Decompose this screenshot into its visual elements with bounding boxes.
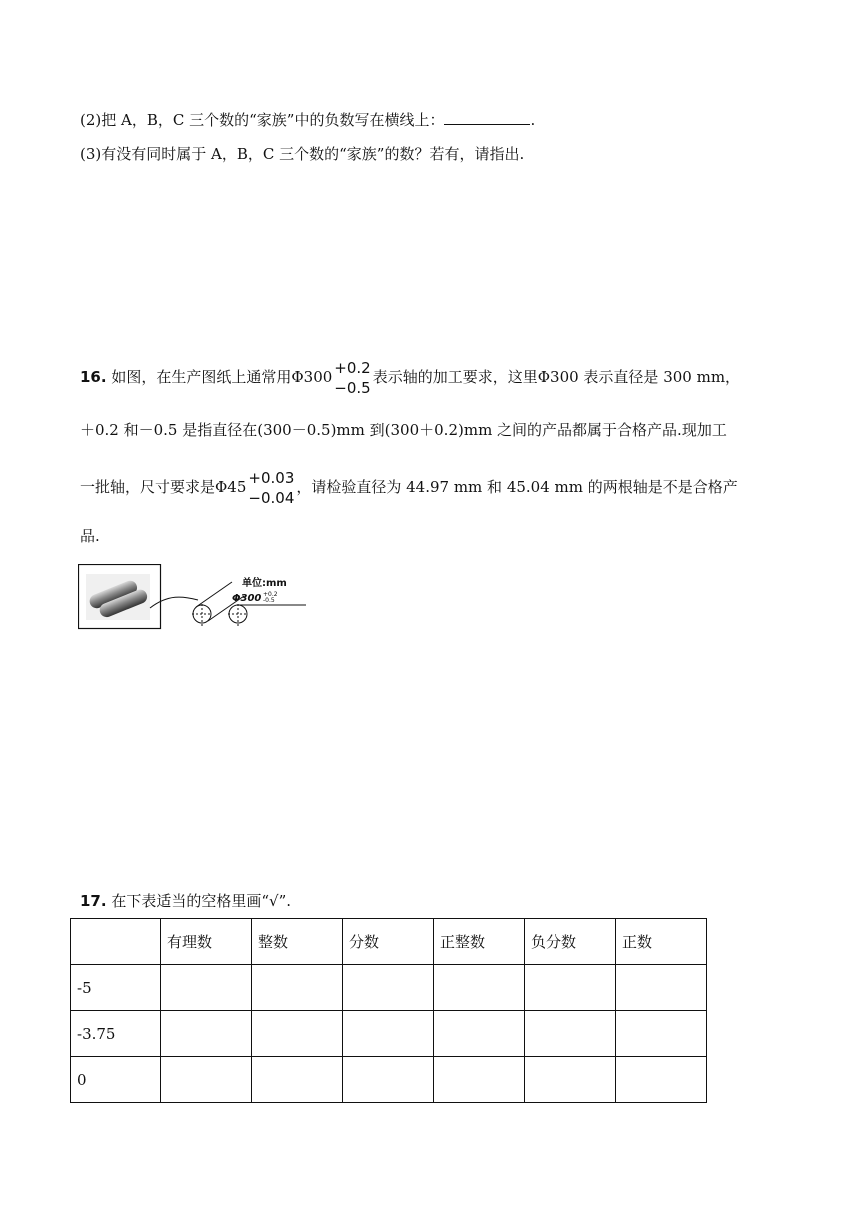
header-cell: 分数	[343, 919, 434, 965]
q16-text: 一批轴，尺寸要求是Φ45	[80, 478, 247, 496]
answer-cell[interactable]	[616, 1011, 707, 1057]
q17-heading	[80, 891, 291, 911]
q16-text: ，请检验直径为 44.97 mm 和 45.04 mm 的两根轴是不是合格产	[296, 478, 738, 496]
answer-cell[interactable]	[434, 1057, 525, 1103]
answer-cell[interactable]	[343, 1057, 434, 1103]
header-cell	[71, 919, 161, 965]
unit-label: 单位:mm	[242, 578, 287, 589]
tolerance-lower: −0.04	[248, 489, 295, 507]
row-label: 0	[71, 1057, 161, 1103]
answer-cell[interactable]	[252, 1057, 343, 1103]
tolerance-lower: −0.5	[334, 379, 371, 397]
classification-table	[70, 918, 707, 1103]
header-cell: 整数	[252, 919, 343, 965]
q15-part2	[80, 110, 535, 130]
answer-cell[interactable]	[434, 1011, 525, 1057]
spec-label: Φ300	[232, 593, 262, 604]
q15-part2-suffix: .	[530, 111, 536, 129]
answer-cell[interactable]	[343, 965, 434, 1011]
q15-part2-text: (2)把 A，B，C 三个数的“家族”中的负数写在横线上：	[80, 111, 445, 129]
tolerance-fraction	[248, 468, 294, 508]
table-row	[71, 965, 707, 1011]
question-number: 16.	[80, 368, 107, 386]
answer-cell[interactable]	[161, 1057, 252, 1103]
spec-tol-lower: -0.5	[263, 597, 275, 604]
q16-line2: ＋0.2 和－0.5 是指直径在(300－0.5)mm 到(300＋0.2)mm 之间的产品都属于合格产品.现加工	[80, 421, 727, 439]
table-row	[71, 1011, 707, 1057]
row-label: -5	[71, 965, 161, 1011]
answer-cell[interactable]	[343, 1011, 434, 1057]
row-label: -3.75	[71, 1011, 161, 1057]
tolerance-upper: +0.2	[334, 359, 371, 377]
answer-cell[interactable]	[434, 965, 525, 1011]
header-cell: 正数	[616, 919, 707, 965]
answer-cell[interactable]	[161, 965, 252, 1011]
q16-line1	[80, 358, 740, 398]
header-cell: 正整数	[434, 919, 525, 965]
q16-line4: 品.	[80, 527, 100, 545]
answer-cell[interactable]	[525, 965, 616, 1011]
answer-cell[interactable]	[252, 965, 343, 1011]
answer-cell[interactable]	[525, 1011, 616, 1057]
header-cell: 有理数	[161, 919, 252, 965]
answer-cell[interactable]	[252, 1011, 343, 1057]
tolerance-fraction	[334, 358, 370, 398]
q17-instruction: 在下表适当的空格里画“√”.	[111, 892, 292, 910]
shaft-figure	[78, 564, 308, 634]
shaft-photo	[86, 574, 150, 621]
q16-line3	[80, 468, 738, 508]
spec-tol-upper: +0.2	[263, 591, 278, 598]
q16-text: 表示轴的加工要求，这里Φ300 表示直径是 300 mm，	[372, 368, 741, 386]
q15-part3: (3)有没有同时属于 A，B，C 三个数的“家族”的数？若有，请指出.	[80, 145, 525, 163]
answer-cell[interactable]	[161, 1011, 252, 1057]
answer-cell[interactable]	[616, 965, 707, 1011]
table-row	[71, 1057, 707, 1103]
tolerance-upper: +0.03	[248, 469, 295, 487]
q16-text: 如图，在生产图纸上通常用Φ300	[111, 368, 333, 386]
question-number: 17.	[80, 892, 107, 910]
table-header-row	[71, 919, 707, 965]
answer-cell[interactable]	[616, 1057, 707, 1103]
answer-cell[interactable]	[525, 1057, 616, 1103]
answer-blank[interactable]	[444, 110, 530, 125]
header-cell: 负分数	[525, 919, 616, 965]
